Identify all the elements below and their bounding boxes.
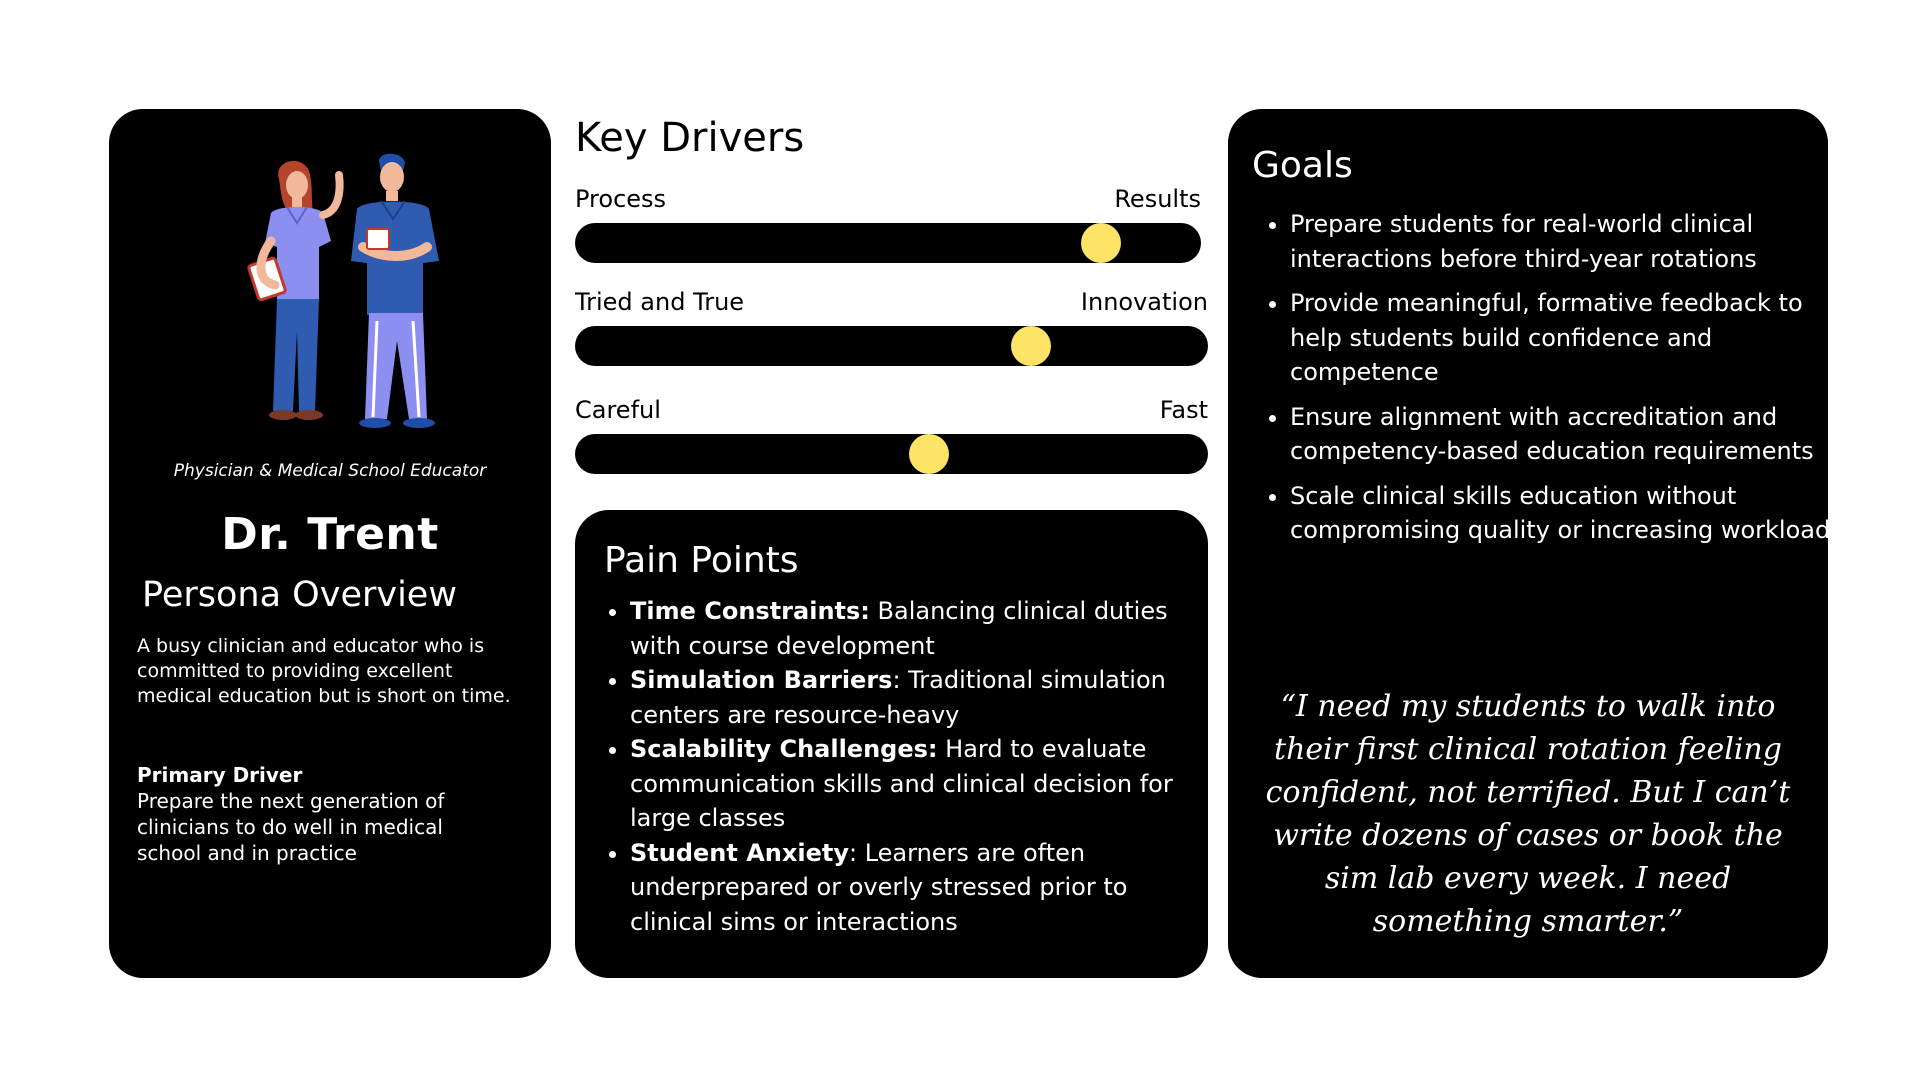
goals-title: Goals [1252,145,1353,186]
persona-quote: “I need my students to walk into their first clinical rotation feeling confident, not terrified. But I can’t write dozens of cases or book the sim lab every week. I need something smarter.” [1265,689,1791,939]
list-item: • Ensure alignment with accreditation and competency-based education requirements [1290,400,1850,469]
doctors-illustration [227,151,467,451]
pain-point-bold: Student Anxiety [630,838,849,867]
driver-slider-knob[interactable] [1081,223,1121,263]
male-doctor-figure [351,154,439,428]
driver-left-label: Process [575,185,667,213]
list-item [630,594,1210,663]
pain-points-list [604,594,1210,939]
female-doctor-figure [248,161,340,420]
driver-process-results [575,185,1201,275]
list-item: • Scale clinical skills education without compromising quality or increasing workload [1290,479,1850,548]
key-drivers-section [575,115,1215,495]
goals-card [1228,109,1831,978]
pain-point-text: Hard to evaluate communication skills and clinical decision for large classes [630,735,1173,832]
list-item [630,663,1210,732]
primary-driver-heading: Primary Driver [137,763,303,787]
key-drivers-title: Key Drivers [575,115,805,161]
driver-slider-track[interactable] [575,326,1208,366]
pain-point-bold: Time Constraints: [630,597,870,625]
driver-left-label: Tried and True [575,288,745,316]
driver-tried-innovation [575,288,1208,378]
pain-points-title: Pain Points [604,540,799,581]
pain-point-text: Balancing clinical duties with course development [630,597,1168,660]
driver-left-label: Careful [575,396,661,424]
driver-right-label: Innovation [1080,288,1208,316]
driver-right-label: Results [1114,185,1201,213]
list-item [630,732,1210,836]
persona-card [109,109,551,978]
pain-point-text: : Learners are often underprepared or overly stressed prior to clinical sims or interactions [630,838,1128,936]
driver-careful-fast [575,396,1208,486]
pain-points-card [575,510,1208,978]
driver-slider-track[interactable] [575,434,1208,474]
driver-right-label: Fast [1159,396,1208,424]
driver-slider-track[interactable] [575,223,1201,263]
persona-role: Physician & Medical School Educator [173,461,487,481]
persona-overview-heading: Persona Overview [142,575,457,615]
driver-slider-knob[interactable] [1011,326,1051,366]
pain-point-bold: Scalability Challenges: [630,735,938,763]
goals-list [1252,207,1850,558]
list-item: • Prepare students for real-world clinical interactions before third-year rotations [1290,207,1850,276]
primary-driver-text: Prepare the next generation of clinicians to do well in medical school and in practice [137,789,445,865]
pain-point-text: : Traditional simulation centers are resource-heavy [630,666,1166,729]
list-item [630,836,1210,940]
persona-name: Dr. Trent [221,509,439,560]
list-item: • Provide meaningful, formative feedback to help students build confidence and competence [1290,286,1850,390]
driver-slider-knob[interactable] [909,434,949,474]
pain-point-bold: Simulation Barriers [630,666,893,694]
persona-description: A busy clinician and educator who is committed to providing excellent medical education but is short on time. [137,635,511,707]
